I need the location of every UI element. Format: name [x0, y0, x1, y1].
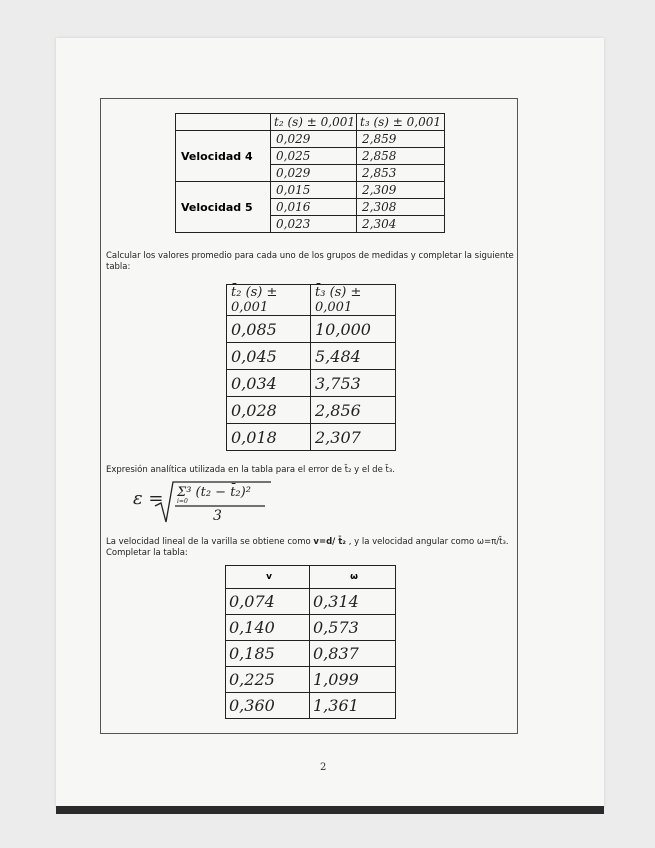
- table-row: [176, 182, 445, 199]
- cell: 2,858: [357, 148, 445, 165]
- velocity-instruction: La velocidad lineal de la varilla se obtiene como v=d/ t̄₂ , y la velocidad angular como ω=π/t̄₃. Completar la tabla:: [106, 537, 509, 558]
- table-row: [227, 343, 396, 370]
- table-row: [227, 397, 396, 424]
- table-row: [176, 131, 445, 148]
- cell: 2,859: [357, 131, 445, 148]
- table-row: [227, 424, 396, 451]
- table-row: [226, 589, 396, 615]
- table-header-row: [227, 285, 396, 316]
- expression-label: Expresión analítica utilizada en la tabla para el error de t̄₂ y el de t̄₃.: [106, 465, 395, 475]
- formula-lhs: ε =: [133, 488, 164, 509]
- averages-table: [226, 284, 396, 451]
- cell: 0,023: [271, 216, 357, 233]
- cell: 0,025: [271, 148, 357, 165]
- cell: 0,016: [271, 199, 357, 216]
- cell: 2,853: [357, 165, 445, 182]
- table-row: [226, 641, 396, 667]
- cell: 0,837: [310, 641, 396, 667]
- cell: 1,361: [310, 693, 396, 719]
- group-label: Velocidad 5: [176, 182, 271, 233]
- formula-sub: i=0: [177, 498, 188, 505]
- header-omega: ω: [310, 566, 396, 589]
- cell: 0,018: [227, 424, 311, 451]
- table-row: [226, 667, 396, 693]
- cell: 2,308: [357, 199, 445, 216]
- cell: 5,484: [311, 343, 396, 370]
- velocity-table: [225, 565, 396, 719]
- cell: 2,304: [357, 216, 445, 233]
- cell: 1,099: [310, 667, 396, 693]
- cell: 2,309: [357, 182, 445, 199]
- header-t3-avg: t̄₃ (s) ± 0,001: [311, 285, 396, 316]
- table-row: [226, 615, 396, 641]
- table-header-row: [226, 566, 396, 589]
- cell: 0,045: [227, 343, 311, 370]
- cell: 0,029: [271, 165, 357, 182]
- instruction-averages: Calcular los valores promedio para cada uno de los grupos de medidas y completar la siguiente tabla:: [106, 251, 514, 272]
- cell: 2,856: [311, 397, 396, 424]
- table-row: [226, 693, 396, 719]
- cell: 0,074: [226, 589, 310, 615]
- group-label: Velocidad 4: [176, 131, 271, 182]
- table-header-row: [176, 114, 445, 131]
- cell: 0,028: [227, 397, 311, 424]
- cell: 10,000: [311, 316, 396, 343]
- page-number: 2: [320, 762, 327, 773]
- cell: 3,753: [311, 370, 396, 397]
- cell: 0,140: [226, 615, 310, 641]
- scan-bottom-edge: [56, 806, 604, 814]
- cell: 0,029: [271, 131, 357, 148]
- cell: 0,015: [271, 182, 357, 199]
- formula-denominator: 3: [213, 508, 222, 524]
- cell: 0,034: [227, 370, 311, 397]
- cell: 0,185: [226, 641, 310, 667]
- cell: 0,573: [310, 615, 396, 641]
- cell: 2,307: [311, 424, 396, 451]
- cell: 0,225: [226, 667, 310, 693]
- measurements-table: [175, 113, 445, 233]
- header-t2: t₂ (s) ± 0,001: [271, 114, 357, 131]
- table-row: [227, 316, 396, 343]
- formula-numerator: Σ³ (t₂ − t̄₂)²: [177, 485, 251, 500]
- table-row: [227, 370, 396, 397]
- error-formula: [133, 476, 273, 526]
- header-v: v: [226, 566, 310, 589]
- header-t3: t₃ (s) ± 0,001: [357, 114, 445, 131]
- cell: 0,314: [310, 589, 396, 615]
- header-t2-avg: t̄₂ (s) ± 0,001: [227, 285, 311, 316]
- cell: 0,085: [227, 316, 311, 343]
- cell: 0,360: [226, 693, 310, 719]
